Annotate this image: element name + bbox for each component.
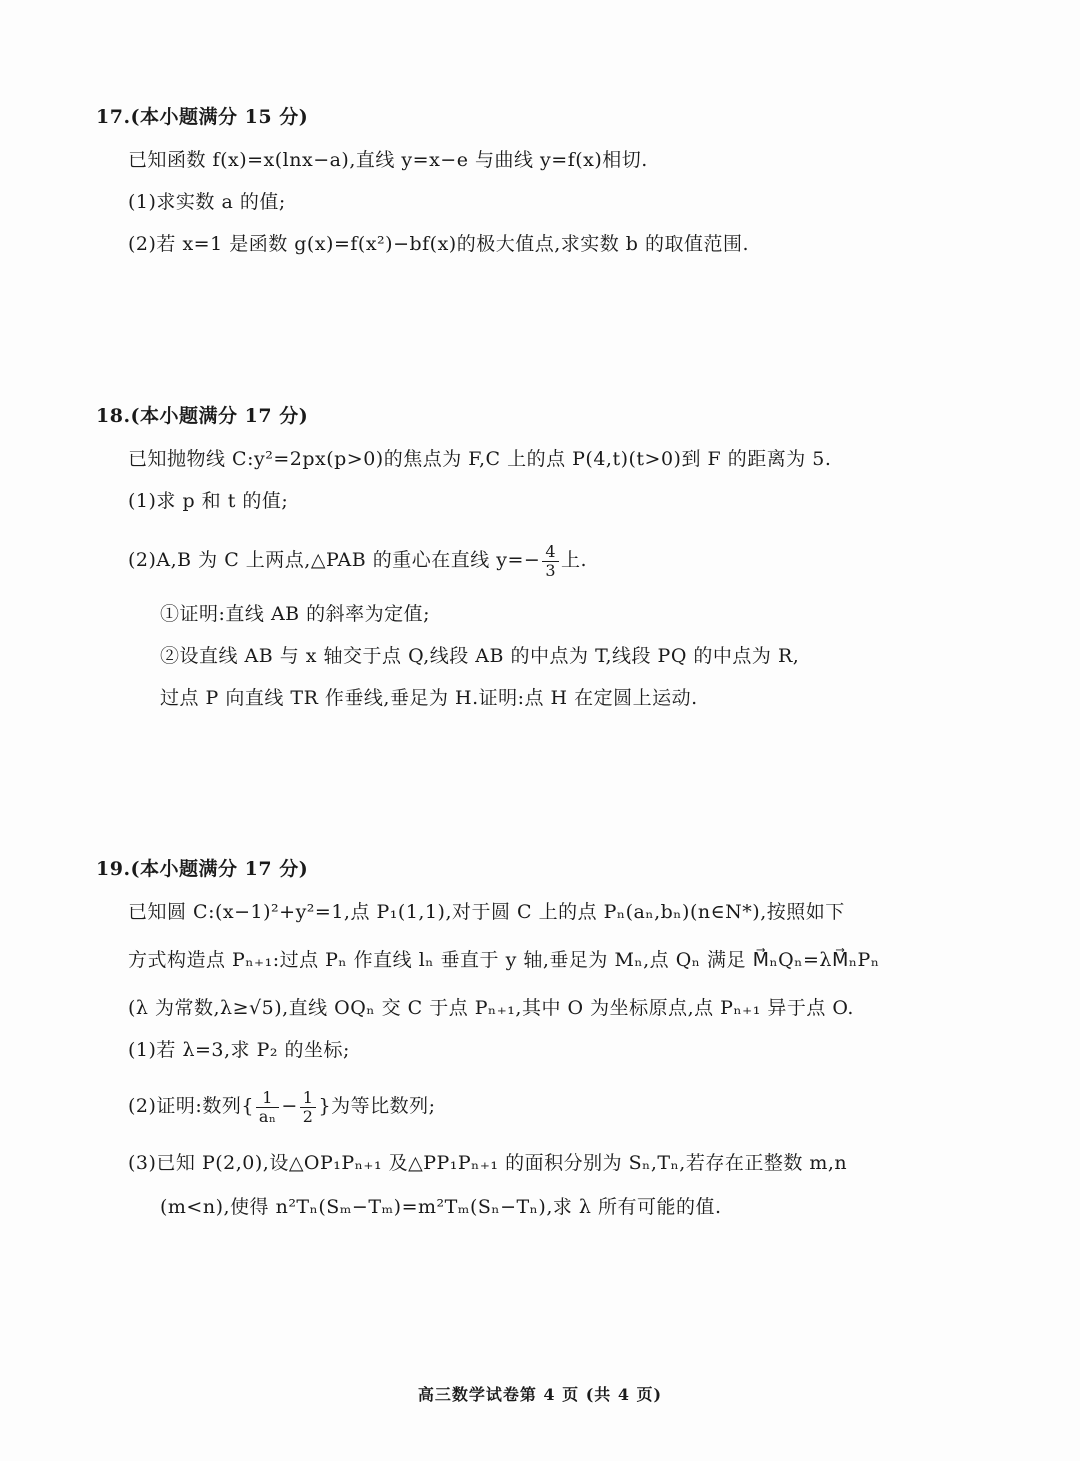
problem-19-part-2-suffix: }为等比数列;	[318, 1095, 436, 1117]
page-footer: 高三数学试卷第 4 页 (共 4 页)	[417, 1385, 663, 1404]
minus-sign: −	[281, 1095, 298, 1117]
fraction-numerator: 1	[300, 1089, 317, 1108]
problem-19-part-3: (3)已知 P(2,0),设△OP₁Pₙ₊₁ 及△PP₁Pₙ₊₁ 的面积分别为 Sₙ,Tₙ,若存在正整数 m,n	[128, 1152, 848, 1174]
fraction-denominator: 2	[302, 1106, 314, 1126]
fraction-one-half	[300, 1089, 317, 1126]
problem-19-statement-3: (λ 为常数,λ≥√5),直线 OQₙ 交 C 于点 Pₙ₊₁,其中 O 为坐标原点,点 Pₙ₊₁ 异于点 O.	[128, 997, 854, 1019]
problem-19-part-3-cont: (m<n),使得 n²Tₙ(Sₘ−Tₘ)=m²Tₘ(Sₙ−Tₙ),求 λ 所有可能的值.	[160, 1196, 722, 1218]
problem-19-part-2	[128, 1086, 435, 1126]
problem-17-part-2: (2)若 x=1 是函数 g(x)=f(x²)−bf(x)的极大值点,求实数 b 的取值范围.	[128, 233, 750, 255]
problem-19-statement-2: 方式构造点 Pₙ₊₁:过点 Pₙ 作直线 lₙ 垂直于 y 轴,垂足为 Mₙ,点 Qₙ 满足 M⃗ₙQₙ=λM⃗ₙPₙ	[128, 949, 880, 971]
problem-18-part-2-suffix: 上.	[561, 549, 588, 571]
problem-18-sub-2: ②设直线 AB 与 x 轴交于点 Q,线段 AB 的中点为 T,线段 PQ 的中点为 R,	[160, 645, 800, 667]
fraction-one-over-an	[256, 1089, 279, 1126]
problem-18-title: 18.(本小题满分 17 分)	[96, 405, 309, 427]
problem-17-part-1: (1)求实数 a 的值;	[128, 191, 286, 213]
problem-17-statement: 已知函数 f(x)=x(lnx−a),直线 y=x−e 与曲线 y=f(x)相切.	[128, 149, 648, 171]
fraction-numerator: 4	[542, 543, 559, 562]
problem-19-part-2-prefix: (2)证明:数列{	[128, 1095, 254, 1117]
fraction-numerator: 1	[256, 1089, 279, 1108]
problem-19-part-1: (1)若 λ=3,求 P₂ 的坐标;	[128, 1039, 350, 1061]
problem-18-sub-2-cont: 过点 P 向直线 TR 作垂线,垂足为 H.证明:点 H 在定圆上运动.	[160, 687, 698, 709]
problem-18-part-1: (1)求 p 和 t 的值;	[128, 490, 289, 512]
problem-18-sub-1: ①证明:直线 AB 的斜率为定值;	[160, 603, 431, 625]
problem-18-part-2	[128, 540, 587, 580]
problem-18-part-2-prefix: (2)A,B 为 C 上两点,△PAB 的重心在直线 y=−	[128, 549, 541, 571]
problem-19-statement-1: 已知圆 C:(x−1)²+y²=1,点 P₁(1,1),对于圆 C 上的点 Pₙ(aₙ,bₙ)(n∈N*),按照如下	[128, 901, 845, 923]
fraction-denominator: 3	[545, 560, 557, 580]
fraction-denominator: aₙ	[258, 1106, 277, 1126]
problem-17-title: 17.(本小题满分 15 分)	[96, 106, 309, 128]
fraction-four-thirds	[542, 543, 559, 580]
problem-18-statement: 已知抛物线 C:y²=2px(p>0)的焦点为 F,C 上的点 P(4,t)(t>0)到 F 的距离为 5.	[128, 448, 832, 470]
problem-19-title: 19.(本小题满分 17 分)	[96, 858, 309, 880]
